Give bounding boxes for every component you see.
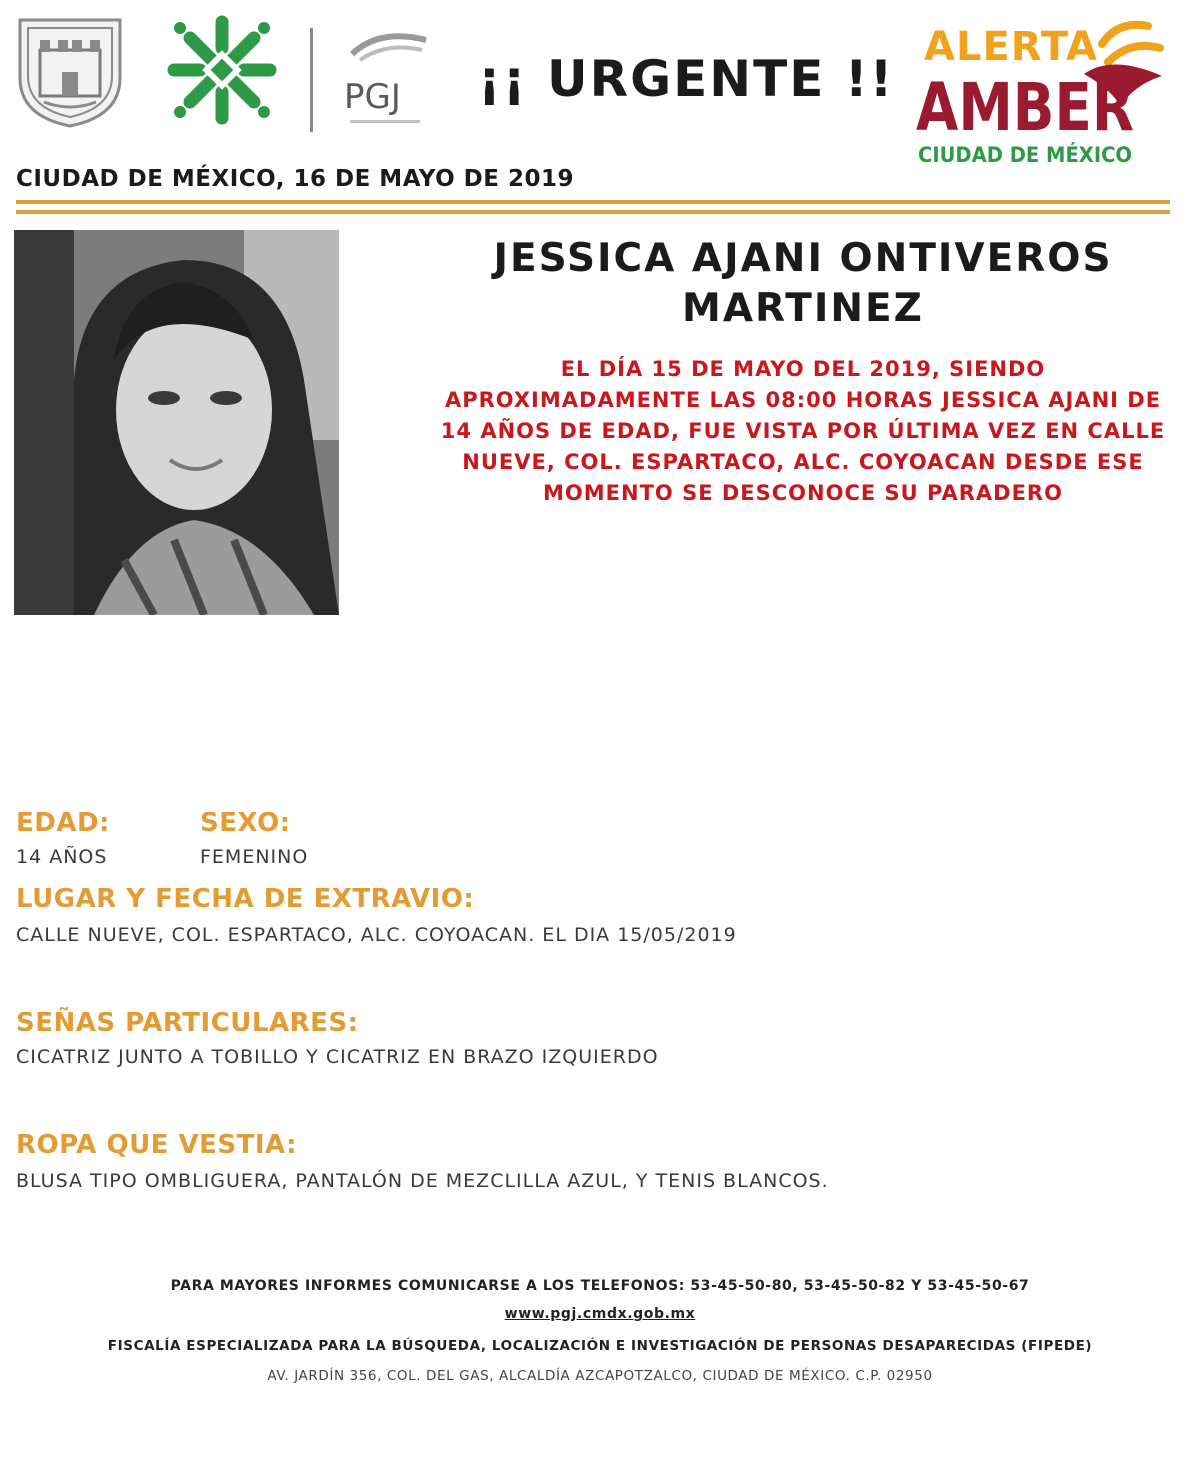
- date-line: CIUDAD DE MÉXICO, 16 DE MAYO DE 2019: [16, 166, 575, 192]
- age-label: EDAD:: [16, 808, 110, 838]
- footer-address: AV. JARDÍN 356, COL. DEL GAS, ALCALDÍA AZCAPOTZALCO, CIUDAD DE MÉXICO. C.P. 02950: [267, 1368, 933, 1384]
- city-shield-logo: [14, 16, 126, 130]
- gold-divider-top: [16, 200, 1170, 204]
- disappearance-description: EL DÍA 15 DE MAYO DEL 2019, SIENDO APROXIMADAMENTE LAS 08:00 HORAS JESSICA AJANI DE 14 AÑOS DE EDAD, FUE VISTA POR ÚLTIMA VEZ EN CALLE NUEVE, COL. ESPARTACO, ALC. COYOACAN DESDE ESE MOMENTO SE DESCONOCE SU PARADERO: [440, 357, 1166, 505]
- place-date-value: CALLE NUEVE, COL. ESPARTACO, ALC. COYOACAN. EL DIA 15/05/2019: [16, 924, 737, 946]
- sex-label: SEXO:: [200, 808, 291, 838]
- pgj-logo: [330, 24, 440, 132]
- footer-agency: FISCALÍA ESPECIALIZADA PARA LA BÚSQUEDA, LOCALIZACIÓN E INVESTIGACIÓN DE PERSONAS DESAPARECIDAS (FIPEDE): [107, 1338, 1093, 1354]
- amber-logo-line3: CIUDAD DE MÉXICO: [918, 143, 1149, 167]
- footer-website-link[interactable]: www.pgj.cmdx.gob.mx: [504, 1306, 696, 1322]
- pgj-logo-text: PGJ: [344, 77, 401, 117]
- clothing-label: ROPA QUE VESTIA:: [16, 1130, 298, 1160]
- person-name: JESSICA AJANI ONTIVEROS MARTINEZ: [493, 236, 1113, 331]
- amber-logo-line1: ALERTA: [924, 24, 1098, 70]
- urgent-title: ¡¡ URGENTE !!: [478, 50, 895, 108]
- cdmx-logo: [160, 8, 284, 132]
- distinguishing-marks-value: CICATRIZ JUNTO A TOBILLO Y CICATRIZ EN BRAZO IZQUIERDO: [16, 1046, 659, 1068]
- footer-phones: PARA MAYORES INFORMES COMUNICARSE A LOS TELEFONOS: 53-45-50-80, 53-45-50-82 Y 53-45-50-67: [170, 1278, 1030, 1294]
- logo-divider: [310, 28, 313, 132]
- amber-logo-line2: AMBER: [916, 69, 1134, 146]
- place-date-label: LUGAR Y FECHA DE EXTRAVIO:: [16, 884, 475, 914]
- missing-person-photo: [14, 230, 339, 615]
- distinguishing-marks-label: SEÑAS PARTICULARES:: [16, 1008, 359, 1038]
- age-value: 14 AÑOS: [16, 846, 108, 868]
- gold-divider-bottom: [16, 210, 1170, 214]
- clothing-value: BLUSA TIPO OMBLIGUERA, PANTALÓN DE MEZCLILLA AZUL, Y TENIS BLANCOS.: [16, 1170, 829, 1192]
- alerta-amber-logo: [912, 14, 1170, 170]
- sex-value: FEMENINO: [200, 846, 309, 868]
